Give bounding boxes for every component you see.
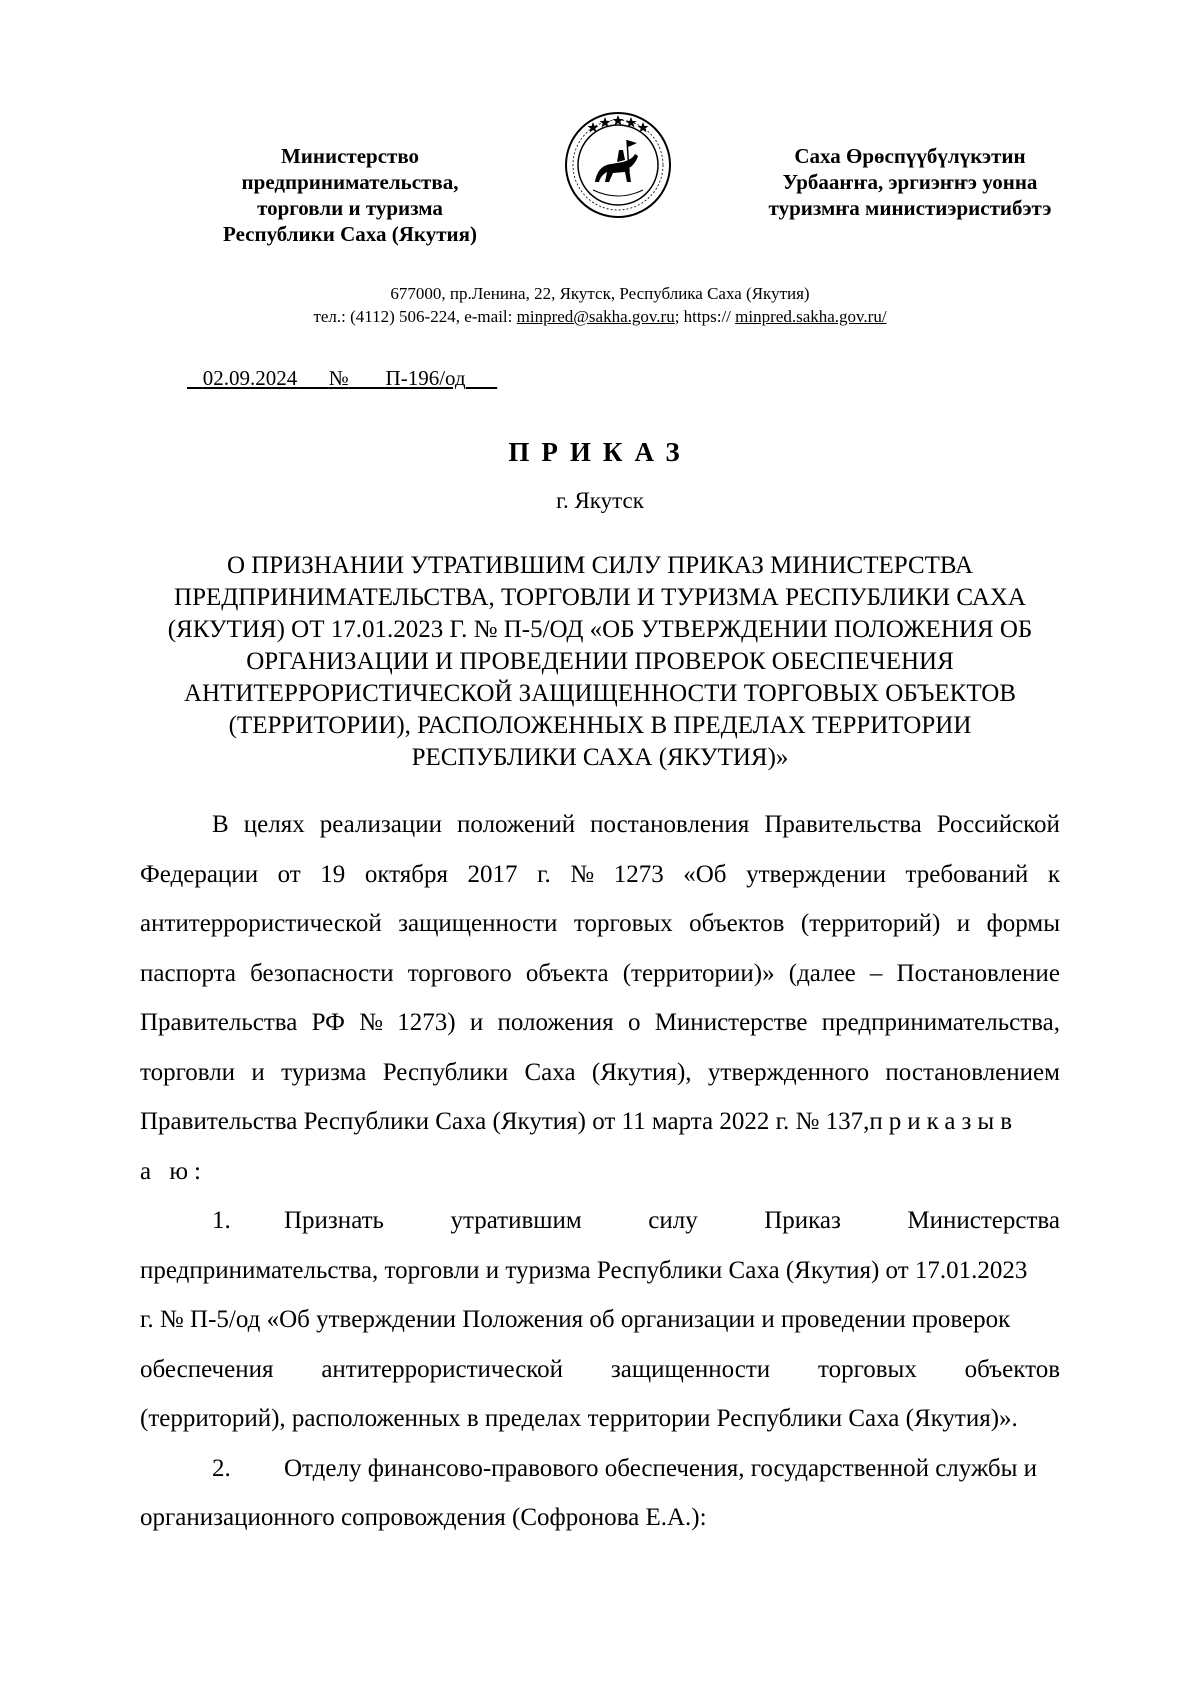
word: положения — [497, 1009, 614, 1036]
registration-line — [187, 366, 497, 391]
word: (территории)» — [622, 959, 775, 987]
word: В — [212, 811, 229, 838]
word: постановления — [590, 811, 750, 838]
word: требований — [905, 860, 1029, 888]
body-line — [140, 1147, 1060, 1197]
body-text: Отделу финансово-правового обеспечения, государственной службы и — [284, 1454, 1038, 1482]
word: Правительства — [764, 811, 922, 838]
body-text: г. № П-5/од «Об утверждении Положения об организации и проведении проверок — [140, 1306, 1011, 1333]
item-number: 1. — [212, 1207, 231, 1234]
word: о — [627, 1009, 641, 1036]
ministry-name-line: туризмҥа министиэристибэтэ — [768, 196, 1052, 220]
web-prefix: ; https:// — [674, 307, 736, 326]
document-body — [140, 800, 1060, 1543]
word: антитеррористической — [321, 1355, 564, 1383]
title-line: РЕСПУБЛИКИ САХА (ЯКУТИЯ)» — [411, 744, 789, 771]
word: 2017 — [467, 860, 518, 888]
word: обеспечения — [140, 1355, 274, 1383]
word: 1273 — [613, 860, 664, 888]
word: 1273) — [397, 1009, 456, 1036]
word: торговых — [817, 1355, 917, 1383]
word: Федерации — [140, 860, 259, 888]
ministry-name-line: Министерство — [280, 144, 420, 168]
contact-line — [150, 305, 1050, 328]
email-link[interactable]: minpred@sakha.gov.ru — [516, 307, 675, 326]
word: защищенности — [398, 910, 558, 937]
title-line: АНТИТЕРРОРИСТИЧЕСКОЙ ЗАЩИЩЕННОСТИ ТОРГОВЫХ ОБЪЕКТОВ — [183, 680, 1017, 707]
body-line — [140, 899, 1060, 949]
word: предпринимательства, — [821, 1009, 1060, 1036]
word: постановлением — [885, 1058, 1060, 1086]
contact-block — [150, 282, 1050, 328]
word: Постановление — [896, 959, 1060, 987]
body-line — [140, 1048, 1060, 1098]
word: Республики — [382, 1058, 509, 1086]
word: объекта — [525, 959, 609, 987]
word: целях — [243, 811, 305, 838]
title-line: О ПРИЗНАНИИ УТРАТИВШИМ СИЛУ ПРИКАЗ МИНИСТЕРСТВА — [226, 552, 974, 579]
word: реализации — [319, 811, 442, 838]
word: защищенности — [610, 1355, 771, 1383]
word: торговли — [140, 1058, 236, 1086]
word: и — [251, 1058, 265, 1086]
ministry-name-line: Республики Саха (Якутия) — [223, 222, 477, 246]
word: утратившим — [450, 1207, 582, 1234]
word: и — [469, 1009, 484, 1036]
body-line — [140, 1345, 1060, 1395]
phone-text: тел.: (4112) 506-224, e-mail: — [313, 307, 517, 326]
word: утвержденного — [707, 1058, 870, 1086]
city: г. Якутск — [556, 488, 644, 513]
body-line — [140, 1295, 1060, 1345]
word: торгового — [407, 959, 512, 987]
body-line — [140, 1246, 1060, 1296]
address: 677000, пр.Ленина, 22, Якутск, Республика Саха (Якутия) — [390, 284, 810, 303]
word: Российской — [936, 811, 1060, 838]
body-line — [140, 949, 1060, 999]
word: формы — [986, 910, 1060, 937]
item-2-line — [140, 1444, 1060, 1494]
word: Министерстве — [654, 1009, 808, 1036]
ministry-name-line: предпринимательства, — [241, 170, 459, 194]
document-type: ПРИКАЗ — [508, 437, 692, 467]
body-line — [140, 1097, 1060, 1147]
body-text: организационного сопровождения (Софронова Е.А.): — [140, 1504, 707, 1531]
word: (Якутия), — [591, 1058, 692, 1086]
title-line: ОРГАНИЗАЦИИ И ПРОВЕДЕНИИ ПРОВЕРОК ОБЕСПЕЧЕНИЯ — [246, 648, 954, 675]
body-line — [140, 1394, 1060, 1444]
word: № — [570, 860, 595, 888]
word: (далее — [788, 959, 856, 987]
word: (территорий) — [800, 910, 941, 937]
order-date: 02.09.2024 — [202, 366, 298, 390]
body-text: Правительства Республики Саха (Якутия) от 11 марта 2022 г. № 137, — [140, 1108, 870, 1135]
ministry-name-line: торговли и туризма — [257, 196, 443, 220]
word: положений — [457, 811, 576, 838]
word: торговых — [573, 910, 673, 937]
order-number: П-196/од — [385, 366, 466, 390]
word: утверждении — [746, 860, 886, 888]
word: октября — [364, 860, 448, 888]
word: безопасности — [250, 959, 394, 987]
word: объектов — [964, 1355, 1060, 1383]
body-line — [140, 1493, 1060, 1543]
ministry-name-line: Саха Өрөспүүбүлүкэтин — [794, 144, 1026, 168]
body-line — [140, 998, 1060, 1048]
ministry-name-line: Урбааҥҥа, эргиэҥҥэ уонна — [782, 170, 1038, 194]
word: и — [956, 910, 971, 937]
word: силу — [648, 1207, 698, 1234]
word: туризма — [281, 1058, 367, 1086]
number-sign: № — [328, 366, 349, 390]
word: к — [1047, 860, 1060, 888]
word: 19 — [320, 860, 346, 888]
document-title — [140, 550, 1060, 774]
item-1-line — [140, 1196, 1060, 1246]
word: «Об — [683, 860, 727, 888]
spaced-word: приказыв — [869, 1108, 1019, 1135]
word: объектов — [689, 910, 785, 937]
word: РФ — [311, 1009, 345, 1036]
coat-of-arms-icon — [563, 110, 673, 220]
ministry-name-russian — [185, 143, 515, 247]
ministry-name-yakut — [720, 143, 1100, 221]
title-line: (ЯКУТИЯ) ОТ 17.01.2023 Г. № П-5/ОД «ОБ УТВЕРЖДЕНИИ ПОЛОЖЕНИЯ ОБ — [167, 616, 1033, 643]
word: № — [359, 1009, 383, 1036]
word: паспорта — [140, 959, 236, 987]
item-words — [284, 1196, 1060, 1246]
word: Саха — [524, 1058, 576, 1086]
website-link[interactable]: minpred.sakha.gov.ru/ — [735, 307, 887, 326]
title-line: ПРЕДПРИНИМАТЕЛЬСТВА, ТОРГОВЛИ И ТУРИЗМА РЕСПУБЛИКИ САХА — [174, 584, 1026, 611]
word: Приказ — [764, 1207, 841, 1234]
word: Правительства — [140, 1009, 298, 1036]
body-line — [140, 850, 1060, 900]
word: антитеррористической — [140, 910, 382, 937]
word: от — [277, 860, 301, 888]
body-line — [140, 800, 1060, 850]
spaced-word: а ю: — [140, 1157, 207, 1185]
body-text: (территорий), расположенных в пределах территории Республики Саха (Якутия)». — [140, 1405, 1018, 1432]
word: – — [869, 959, 883, 987]
word: Министерства — [907, 1207, 1060, 1234]
body-text: предпринимательства, торговли и туризма Республики Саха (Якутия) от 17.01.2023 — [140, 1256, 1028, 1284]
item-number: 2. — [212, 1454, 231, 1482]
title-line: (ТЕРРИТОРИИ), РАСПОЛОЖЕННЫХ В ПРЕДЕЛАХ ТЕРРИТОРИИ — [228, 712, 972, 739]
word: Признать — [284, 1207, 384, 1234]
word: г. — [537, 860, 551, 888]
